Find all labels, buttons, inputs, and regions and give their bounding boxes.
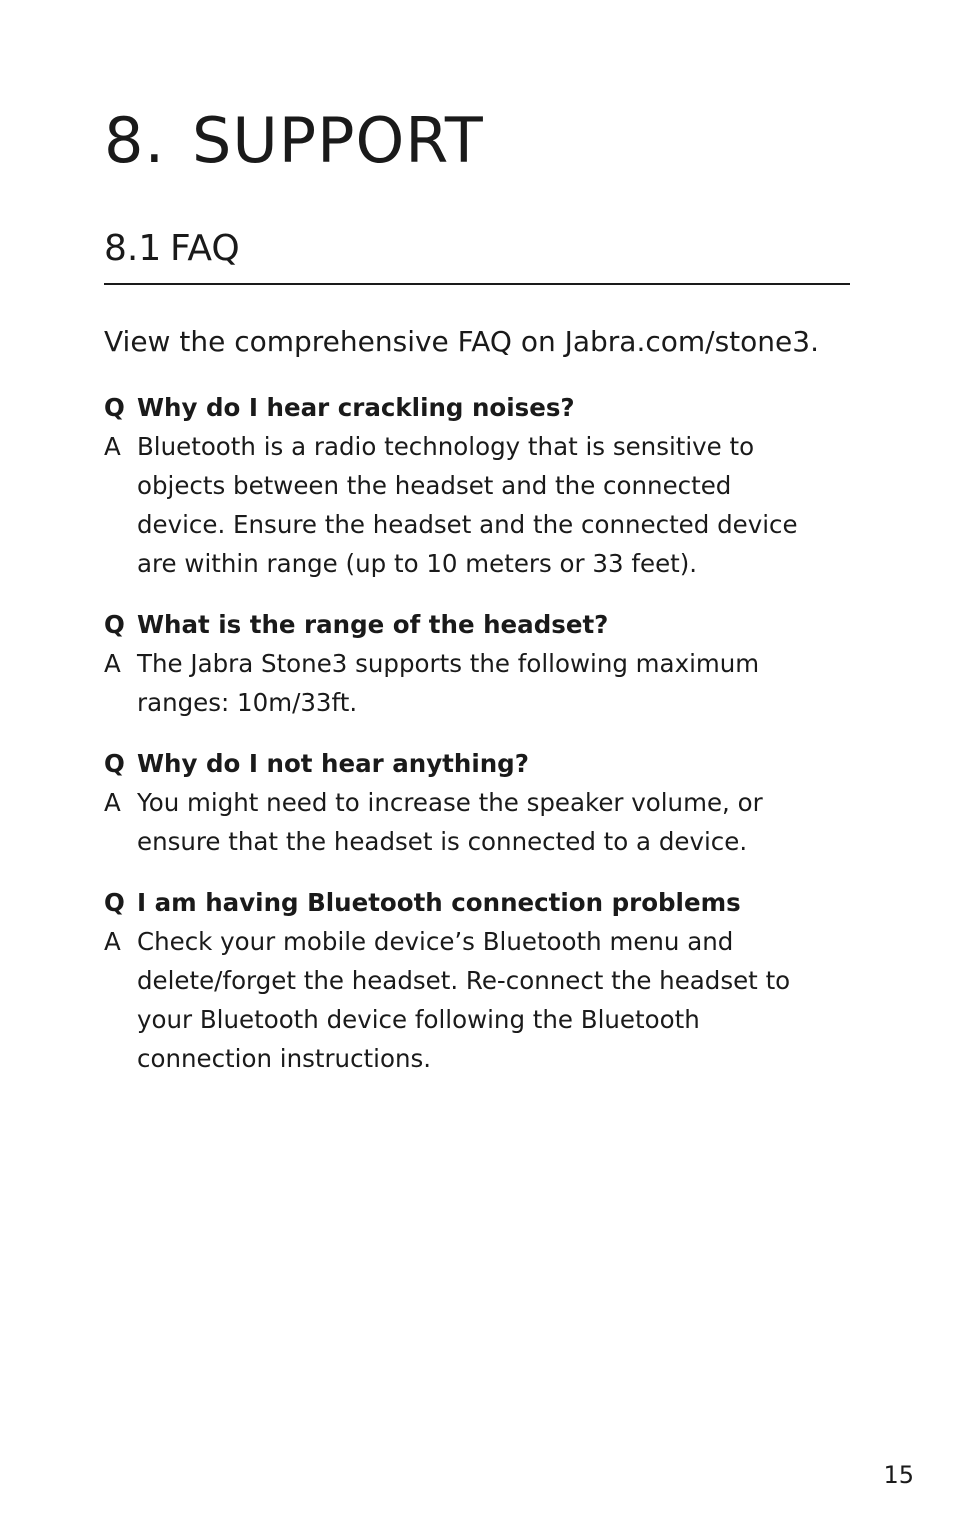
answer-marker: A: [104, 927, 121, 956]
answer-marker: A: [104, 432, 121, 461]
answer-text: [137, 922, 850, 1078]
section-title-text: FAQ: [170, 228, 240, 269]
faq-question: [104, 388, 850, 427]
question-marker: Q: [104, 393, 125, 422]
faq-question: [104, 605, 850, 644]
question-text: Why do I hear crackling noises?: [137, 393, 575, 422]
answer-text: [137, 644, 850, 722]
faq-answer: [104, 644, 850, 722]
answer-text: [137, 427, 850, 583]
chapter-title: [104, 102, 484, 180]
intro-text: View the comprehensive FAQ on Jabra.com/stone3.: [104, 325, 819, 358]
faq-list: [104, 388, 850, 1100]
answer-line: ranges: 10m/33ft.: [137, 688, 358, 717]
page-number: 15: [883, 1461, 914, 1489]
faq-item: [104, 605, 850, 722]
question-marker: Q: [104, 610, 125, 639]
answer-line: Check your mobile device’s Bluetooth menu and: [137, 927, 734, 956]
answer-line: Bluetooth is a radio technology that is sensitive to: [137, 432, 755, 461]
section-divider: [104, 283, 850, 285]
faq-answer: [104, 783, 850, 861]
chapter-title-text: SUPPORT: [192, 104, 484, 177]
question-marker: Q: [104, 749, 125, 778]
answer-marker: A: [104, 649, 121, 678]
answer-line: You might need to increase the speaker volume, or: [137, 788, 763, 817]
question-marker: Q: [104, 888, 125, 917]
answer-text: [137, 783, 850, 861]
faq-item: [104, 388, 850, 583]
section-title: [104, 225, 240, 273]
faq-item: [104, 744, 850, 861]
answer-line: device. Ensure the headset and the connected device: [137, 510, 798, 539]
question-text: What is the range of the headset?: [137, 610, 609, 639]
answer-line: ensure that the headset is connected to a device.: [137, 827, 748, 856]
faq-answer: [104, 922, 850, 1078]
answer-marker: A: [104, 788, 121, 817]
answer-line: are within range (up to 10 meters or 33 feet).: [137, 549, 698, 578]
chapter-number: 8.: [104, 104, 166, 177]
faq-question: [104, 883, 850, 922]
answer-line: your Bluetooth device following the Bluetooth: [137, 1005, 700, 1034]
question-text: Why do I not hear anything?: [137, 749, 529, 778]
answer-line: connection instructions.: [137, 1044, 432, 1073]
faq-answer: [104, 427, 850, 583]
question-text: I am having Bluetooth connection problems: [137, 888, 741, 917]
faq-question: [104, 744, 850, 783]
answer-line: objects between the headset and the connected: [137, 471, 732, 500]
section-number: 8.1: [104, 228, 162, 269]
answer-line: delete/forget the headset. Re-connect the headset to: [137, 966, 791, 995]
faq-item: [104, 883, 850, 1078]
answer-line: The Jabra Stone3 supports the following maximum: [137, 649, 760, 678]
